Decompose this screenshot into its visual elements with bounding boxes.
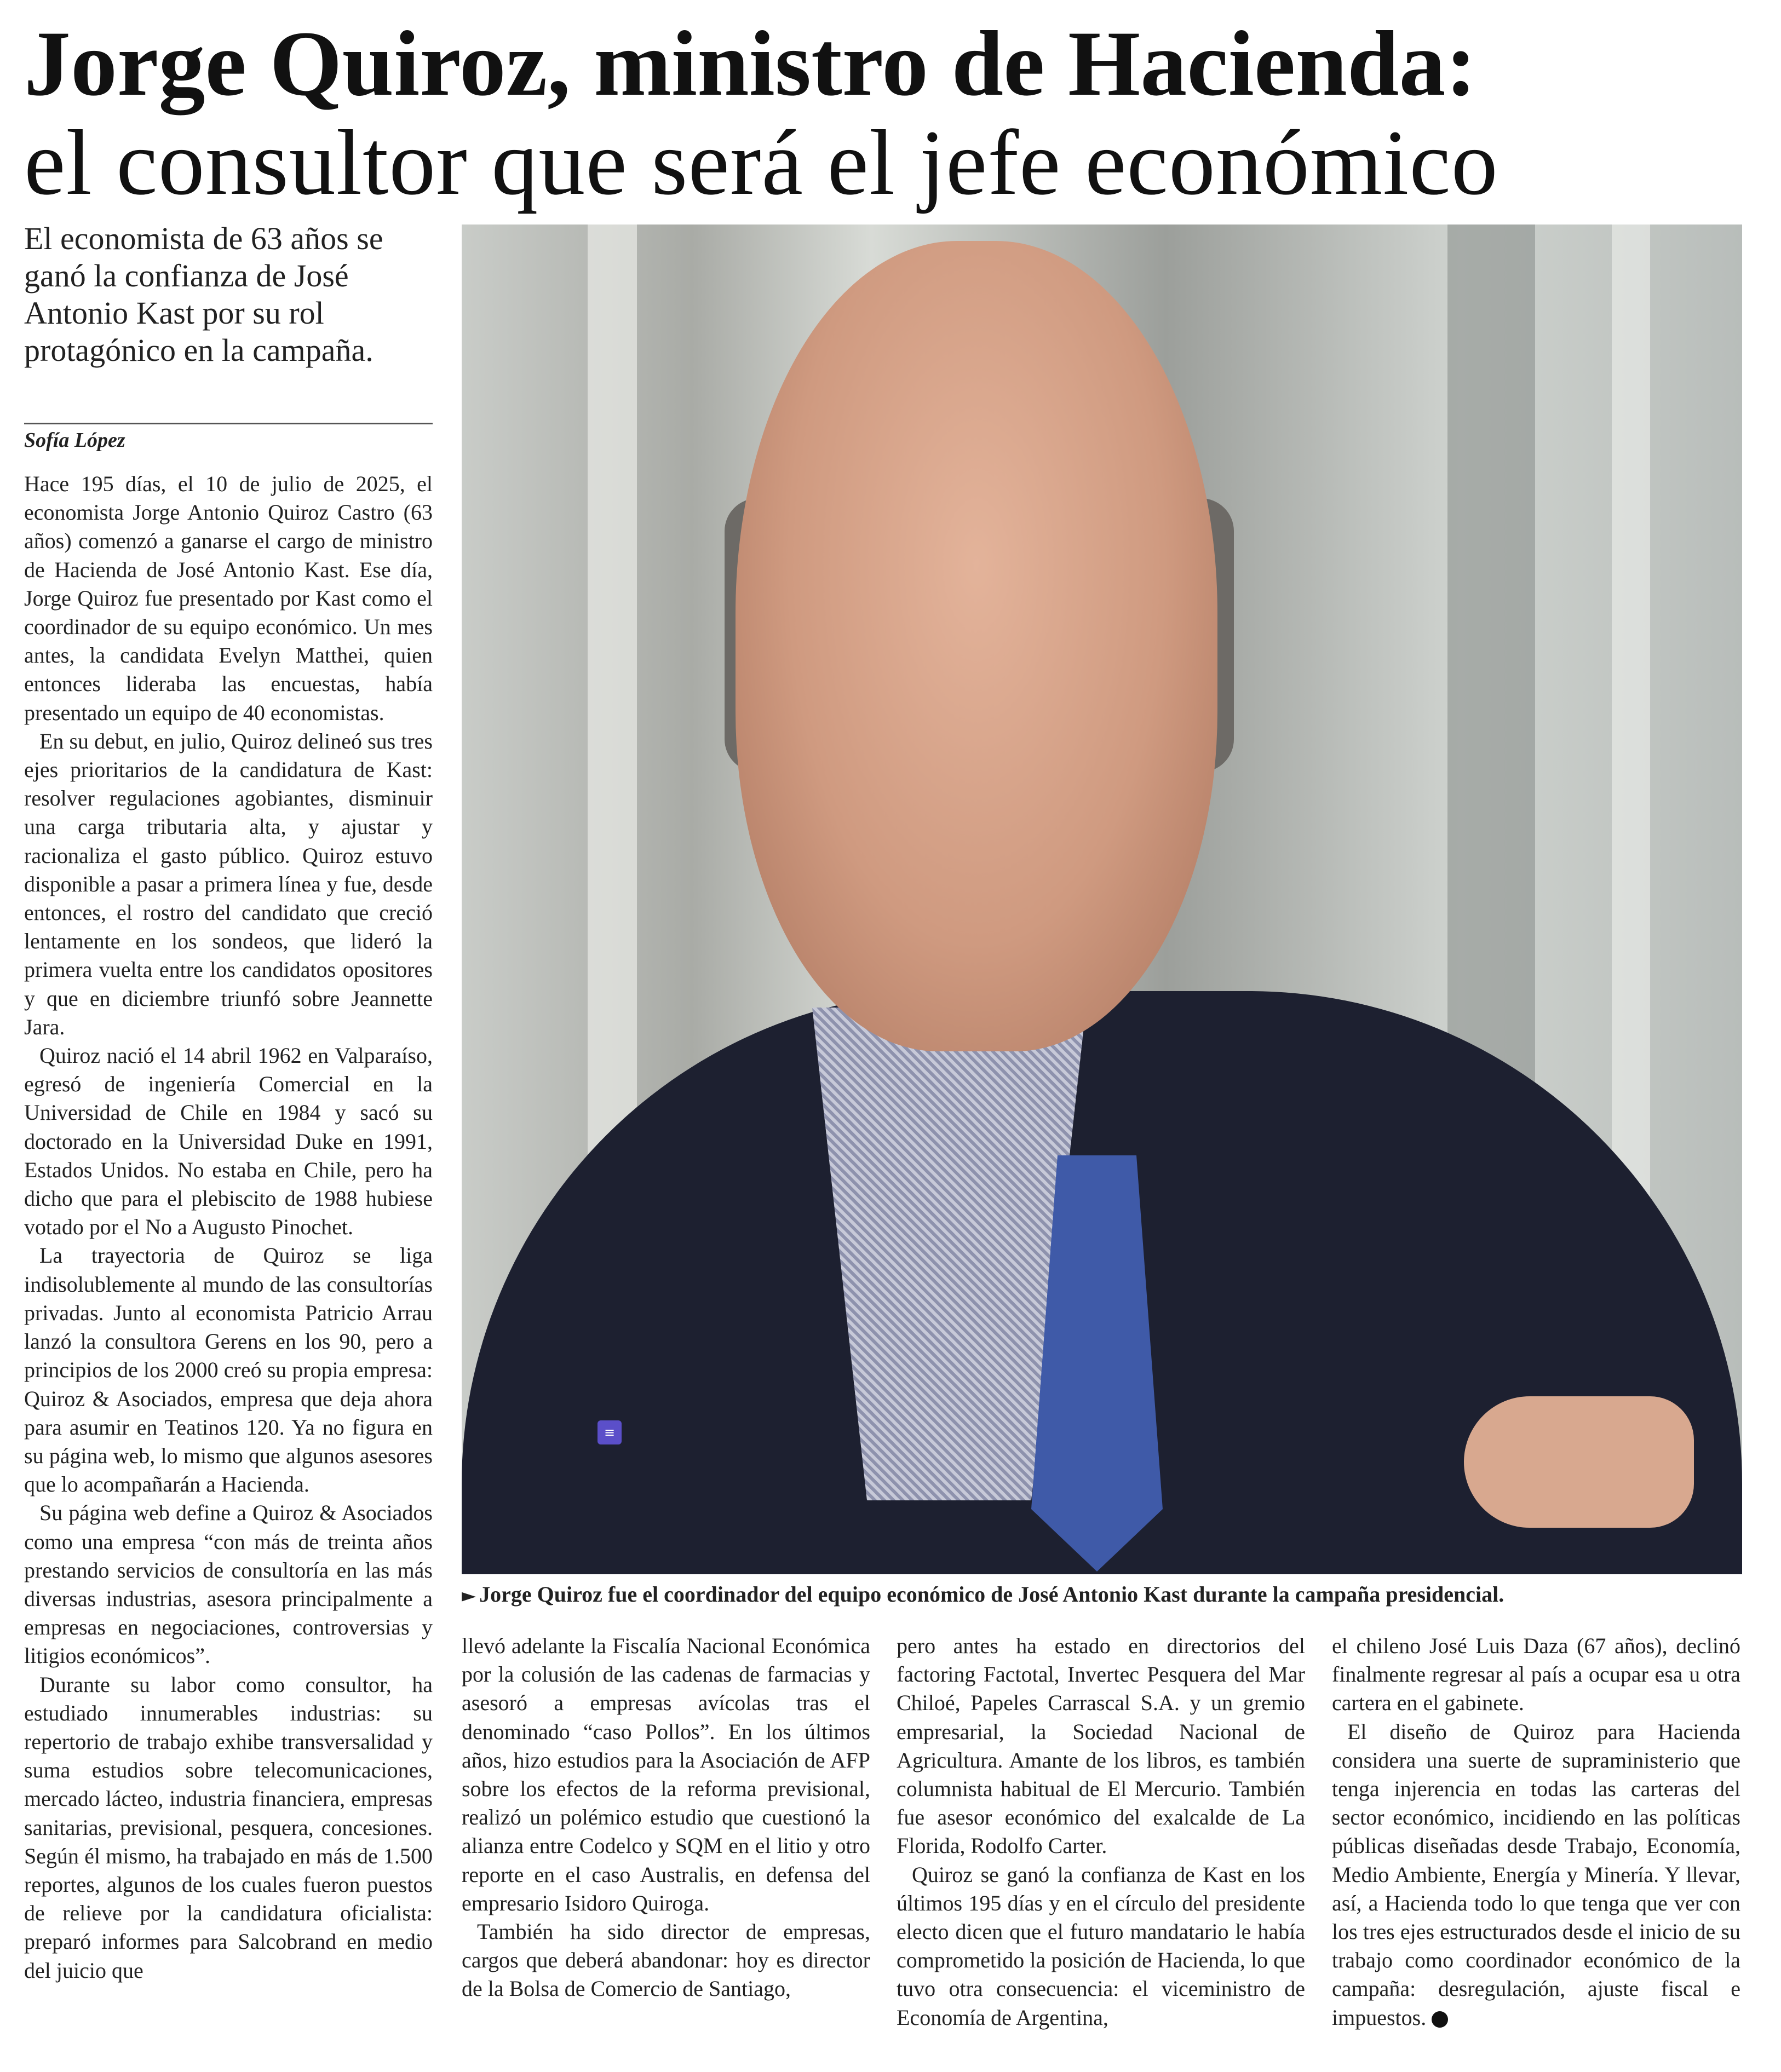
paragraph bbox=[1332, 1718, 1740, 2032]
column-3 bbox=[897, 1632, 1305, 2032]
caption-text: Jorge Quiroz fue el coordinador del equipo económico de José Antonio Kast durante la campaña presidencial. bbox=[479, 1582, 1504, 1607]
paragraph: La trayectoria de Quiroz se liga indisolublemente al mundo de las consultorías privadas. Junto al economista Patricio Arrau lanzó la consultora Gerens en los 90, pero a principios de los 2000 creó su propia empresa: Quiroz & Asociados, empresa que deja ahora para asumir en Teatinos 120. Ya no figura en su página web, lo mismo que algunos asesores que lo acompañarán a Hacienda. bbox=[24, 1243, 433, 1497]
paragraph: el chileno José Luis Daza (67 años), declinó finalmente regresar al país a ocupar esa u otra cartera en el gabinete. bbox=[1332, 1633, 1740, 1716]
note-icon[interactable]: ≡ bbox=[598, 1420, 622, 1444]
paragraph: Hace 195 días, el 10 de julio de 2025, el economista Jorge Antonio Quiroz Castro (63 años) comenzó a ganarse el cargo de ministro de Hacienda de José Antonio Kast. Ese día, Jorge Quiroz fue presentado por Kast como el coordinador de su equipo económico. Un mes antes, la candidata Evelyn Matthei, quien entonces lideraba las encuestas, había presentado un equipo de 40 economistas. bbox=[24, 471, 433, 725]
paragraph: Quiroz se ganó la confianza de Kast en los últimos 195 días y en el círculo del presidente electo dicen que el futuro mandatario le había comprometido la posición de Hacienda, lo que tuvo otra consecuencia: el viceministro de Economía de Argentina, bbox=[897, 1862, 1305, 2030]
headline-line-2: el consultor que será el jefe económico bbox=[24, 111, 1498, 215]
byline-rule bbox=[24, 423, 433, 424]
paragraph: También ha sido director de empresas, cargos que deberá abandonar: hoy es director de la Bolsa de Comercio de Santiago, bbox=[462, 1919, 870, 2001]
head-shape bbox=[736, 241, 1217, 1051]
headline-line-1: Jorge Quiroz, ministro de Hacienda: bbox=[24, 12, 1477, 115]
hand-shape bbox=[1464, 1396, 1694, 1528]
paragraph-text: El diseño de Quiroz para Hacienda considera una suerte de supraministerio que tenga injerencia en todas las carteras del sector económico, incidiendo en las políticas públicas diseñadas desde Trabajo, Economía, Medio Ambiente, Energía y Minería. Y llevar, así, a Hacienda todo lo que tenga que ver con los tres ejes estructurados desde el inicio de su trabajo como coordinador económico de la campaña: desregulación, ajuste fiscal e impuestos. bbox=[1332, 1719, 1740, 2030]
paragraph: Su página web define a Quiroz & Asociados como una empresa “con más de treinta años prestando servicios de consultoría en las más diversas industrias, asesora principalmente a empresas en negociaciones, controversias y litigios económicos”. bbox=[24, 1500, 433, 1668]
paragraph: Durante su labor como consultor, ha estudiado innumerables industrias: su repertorio de trabajo exhibe transversalidad y suma estudios sobre telecomunicaciones, mercado lácteo, industria financiera, empresas sanitarias, previsional, pesquera, concesiones. Según él mismo, ha trabajado en más de 1.500 reportes, algunos de los cuales fueron puestos de relieve por la candidatura oficialista: preparó informes para Salcobrand en medio del juicio que bbox=[24, 1672, 433, 1983]
photo-caption bbox=[462, 1580, 1742, 1610]
column-4 bbox=[1332, 1632, 1740, 2032]
column-1 bbox=[24, 470, 433, 1985]
end-of-article-icon bbox=[1432, 2011, 1448, 2028]
portrait-photo bbox=[462, 225, 1742, 1574]
lead-paragraph: El economista de 63 años se ganó la confianza de José Antonio Kast por su rol protagónico en la campaña. bbox=[24, 221, 383, 368]
paragraph: Quiroz nació el 14 abril 1962 en Valparaíso, egresó de ingeniería Comercial en la Universidad de Chile en 1984 y sacó su doctorado en la Universidad Duke en 1991, Estados Unidos. No estaba en Chile, pero ha dicho que para el plebiscito de 1988 hubiese votado por el No a Augusto Pinochet. bbox=[24, 1043, 433, 1240]
paragraph: En su debut, en julio, Quiroz delineó sus tres ejes prioritarios de la candidatura de Kast: resolver regulaciones agobiantes, disminuir una carga tributaria alta, y ajustar y racionaliza el gasto público. Quiroz estuvo disponible a pasar a primera línea y fue, desde entonces, el rostro del candidato que creció lentamente en los sondeos, que lideró la primera vuelta entre los candidatos opositores y que en diciembre triunfó sobre Jeannette Jara. bbox=[24, 728, 433, 1039]
paragraph: llevó adelante la Fiscalía Nacional Económica por la colusión de las cadenas de farmacias y asesoró a empresas avícolas tras el denominado “caso Pollos”. En los últimos años, hizo estudios para la Asociación de AFP sobre los efectos de la reforma previsional, realizó un polémico estudio que cuestionó la alianza entre Codelco y SQM en el litio y otro reporte en el caso Australis, en defensa del empresario Isidoro Quiroga. bbox=[462, 1633, 870, 1915]
caption-marker-icon: ► bbox=[462, 1585, 476, 1607]
headline bbox=[24, 12, 1766, 215]
column-2 bbox=[462, 1632, 870, 2004]
byline: Sofía López bbox=[24, 429, 125, 452]
paragraph: pero antes ha estado en directorios del factoring Factotal, Invertec Pesquera del Mar Chiloé, Papeles Carrascal S.A. y un gremio empresarial, la Sociedad Nacional de Agricultura. Amante de los libros, es también columnista habitual de El Mercurio. También fue asesor económico del exalcalde de La Florida, Rodolfo Carter. bbox=[897, 1633, 1305, 1858]
